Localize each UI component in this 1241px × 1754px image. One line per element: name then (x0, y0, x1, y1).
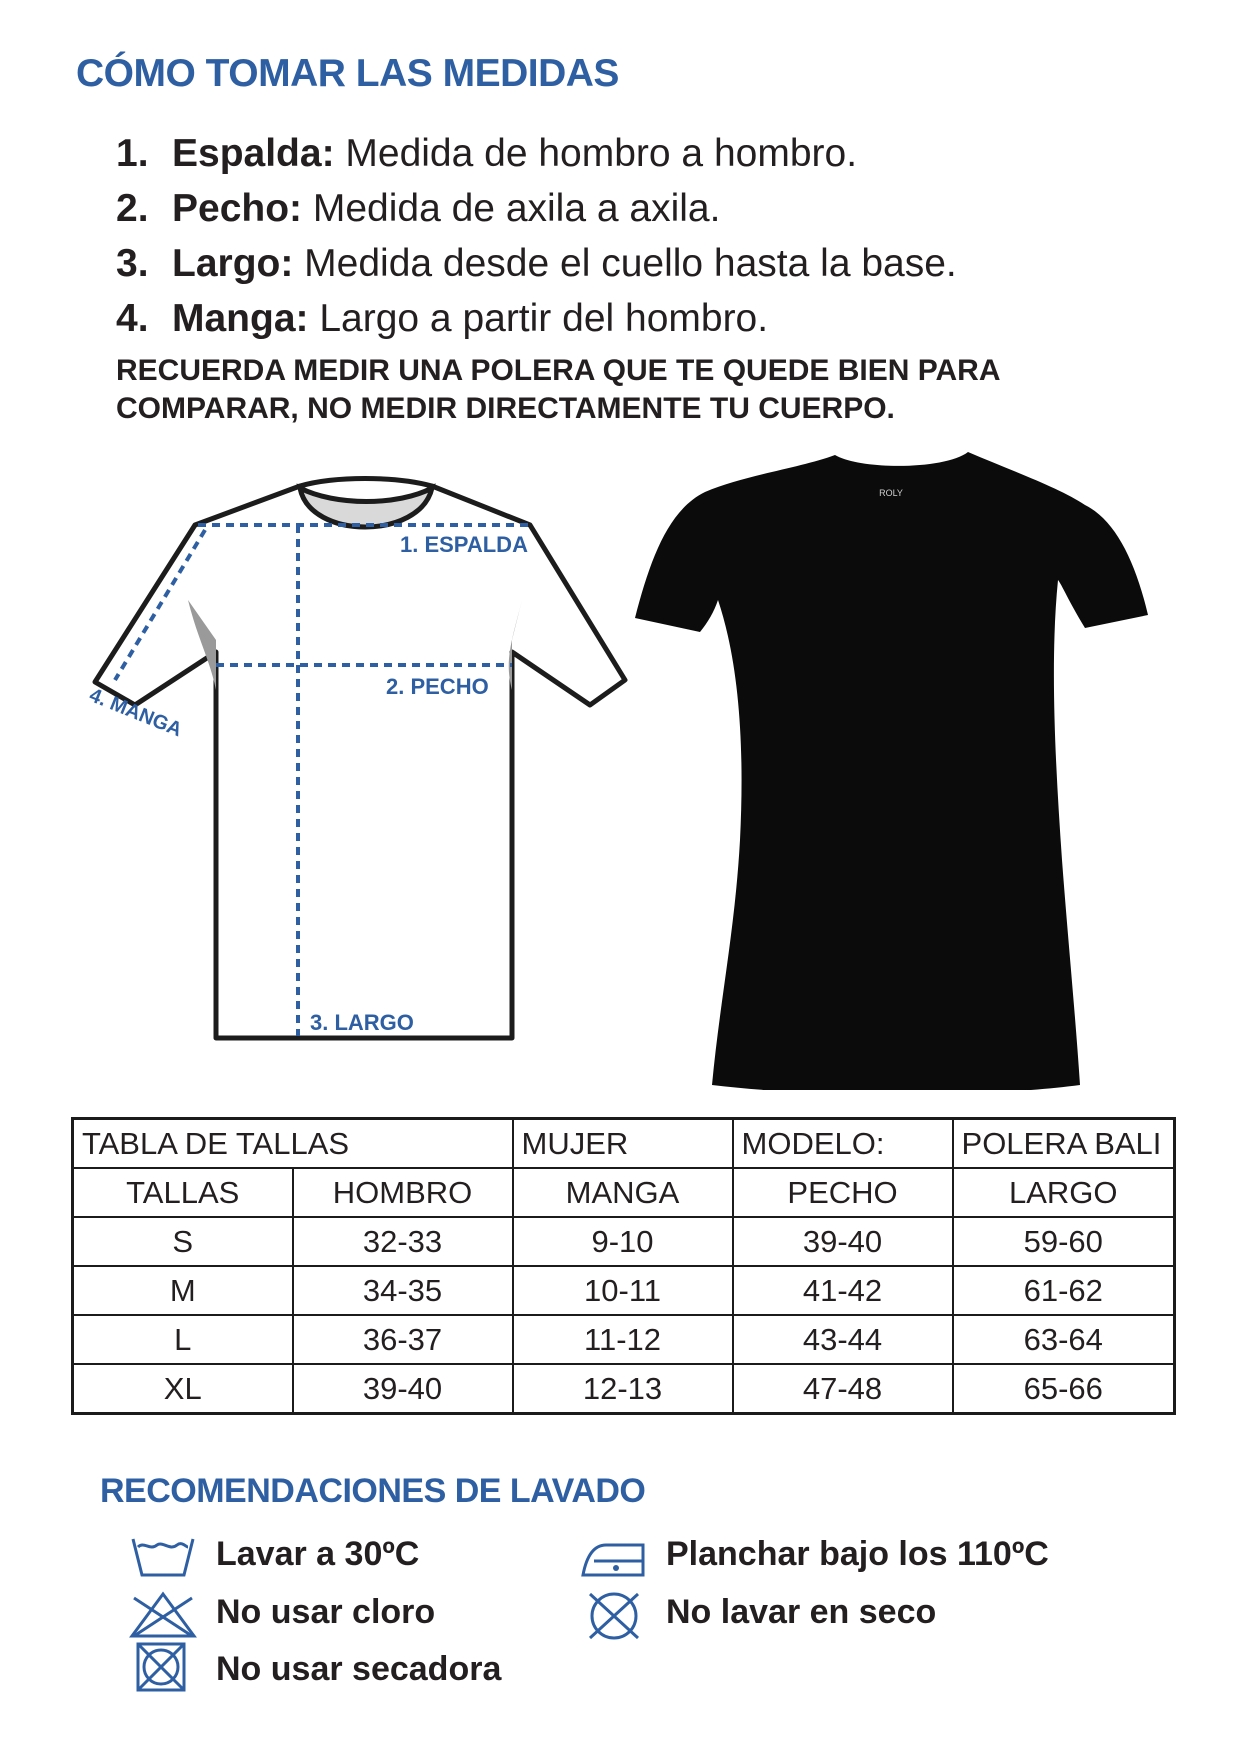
table-cell: 61-62 (953, 1266, 1175, 1315)
label-manga: 4. MANGA (86, 684, 186, 742)
step-number: 1. (116, 132, 149, 175)
brand-tag: ROLY (879, 488, 903, 498)
table-row (73, 1266, 1175, 1315)
label-espalda: 1. ESPALDA (400, 532, 528, 557)
step-text: Largo a partir del hombro. (308, 297, 769, 340)
table-cell: M (73, 1266, 293, 1315)
table-cell: 47-48 (733, 1364, 953, 1414)
table-cell: 43-44 (733, 1315, 953, 1364)
product-tshirt-image (625, 440, 1165, 1090)
step-key: Espalda: (172, 132, 335, 175)
tshirt-outline-icon (95, 479, 625, 1039)
black-tshirt-icon (635, 452, 1148, 1090)
table-cell: 39-40 (293, 1364, 513, 1414)
reminder-line-2: COMPARAR, NO MEDIR DIRECTAMENTE TU CUERPO. (116, 392, 895, 425)
table-cell: 12-13 (513, 1364, 733, 1414)
table-cell: 11-12 (513, 1315, 733, 1364)
column-header: HOMBRO (293, 1168, 513, 1217)
step-number: 3. (116, 242, 149, 285)
column-header: PECHO (733, 1168, 953, 1217)
step-largo (116, 236, 1116, 291)
iron-110-icon (580, 1537, 646, 1579)
table-title-cell: TABLA DE TALLAS (73, 1119, 513, 1169)
step-text: Medida de hombro a hombro. (334, 132, 858, 175)
step-number: 4. (116, 297, 149, 340)
step-text: Medida de axila a axila. (302, 187, 721, 230)
table-cell: 10-11 (513, 1266, 733, 1315)
no-tumble-dry-icon (136, 1642, 186, 1692)
step-key: Manga: (172, 297, 309, 340)
table-cell: 34-35 (293, 1266, 513, 1315)
model-name-cell: POLERA BALI (953, 1119, 1175, 1169)
care-no-bleach-label: No usar cloro (216, 1593, 436, 1631)
measurement-diagram (80, 470, 640, 1060)
care-iron-label: Planchar bajo los 110ºC (666, 1535, 1049, 1573)
no-dry-clean-icon (586, 1590, 642, 1642)
size-table (71, 1117, 1176, 1415)
table-row (73, 1364, 1175, 1414)
table-title-row (73, 1119, 1175, 1169)
care-title: RECOMENDACIONES DE LAVADO (100, 1472, 646, 1510)
table-cell: 63-64 (953, 1315, 1175, 1364)
step-pecho (116, 181, 1116, 236)
step-espalda (116, 126, 1116, 181)
table-cell: S (73, 1217, 293, 1266)
table-cell: 32-33 (293, 1217, 513, 1266)
step-manga (116, 291, 1116, 346)
care-wash-label: Lavar a 30ºC (216, 1535, 420, 1573)
table-cell: L (73, 1315, 293, 1364)
table-cell: 41-42 (733, 1266, 953, 1315)
care-no-dryer-label: No usar secadora (216, 1650, 502, 1688)
column-header: TALLAS (73, 1168, 293, 1217)
measure-reminder (116, 352, 1166, 428)
step-key: Pecho: (172, 187, 303, 230)
step-key: Largo: (172, 242, 294, 285)
page-title: CÓMO TOMAR LAS MEDIDAS (76, 52, 619, 95)
table-header-row (73, 1168, 1175, 1217)
table-cell: 36-37 (293, 1315, 513, 1364)
column-header: LARGO (953, 1168, 1175, 1217)
table-cell: XL (73, 1364, 293, 1414)
table-cell: 59-60 (953, 1217, 1175, 1266)
table-row (73, 1315, 1175, 1364)
step-number: 2. (116, 187, 149, 230)
care-no-dry-clean-label: No lavar en seco (666, 1593, 937, 1631)
model-label-cell: MODELO: (733, 1119, 953, 1169)
table-cell: 39-40 (733, 1217, 953, 1266)
label-largo: 3. LARGO (310, 1010, 414, 1035)
wash-30-icon (130, 1535, 196, 1579)
table-cell: 9-10 (513, 1217, 733, 1266)
no-bleach-icon (128, 1590, 198, 1640)
label-pecho: 2. PECHO (386, 674, 489, 699)
table-cell: 65-66 (953, 1364, 1175, 1414)
step-text: Medida desde el cuello hasta la base. (293, 242, 957, 285)
measurement-steps (116, 126, 1116, 346)
gender-cell: MUJER (513, 1119, 733, 1169)
column-header: MANGA (513, 1168, 733, 1217)
reminder-line-1: RECUERDA MEDIR UNA POLERA QUE TE QUEDE BIEN PARA (116, 354, 1001, 387)
table-row (73, 1217, 1175, 1266)
